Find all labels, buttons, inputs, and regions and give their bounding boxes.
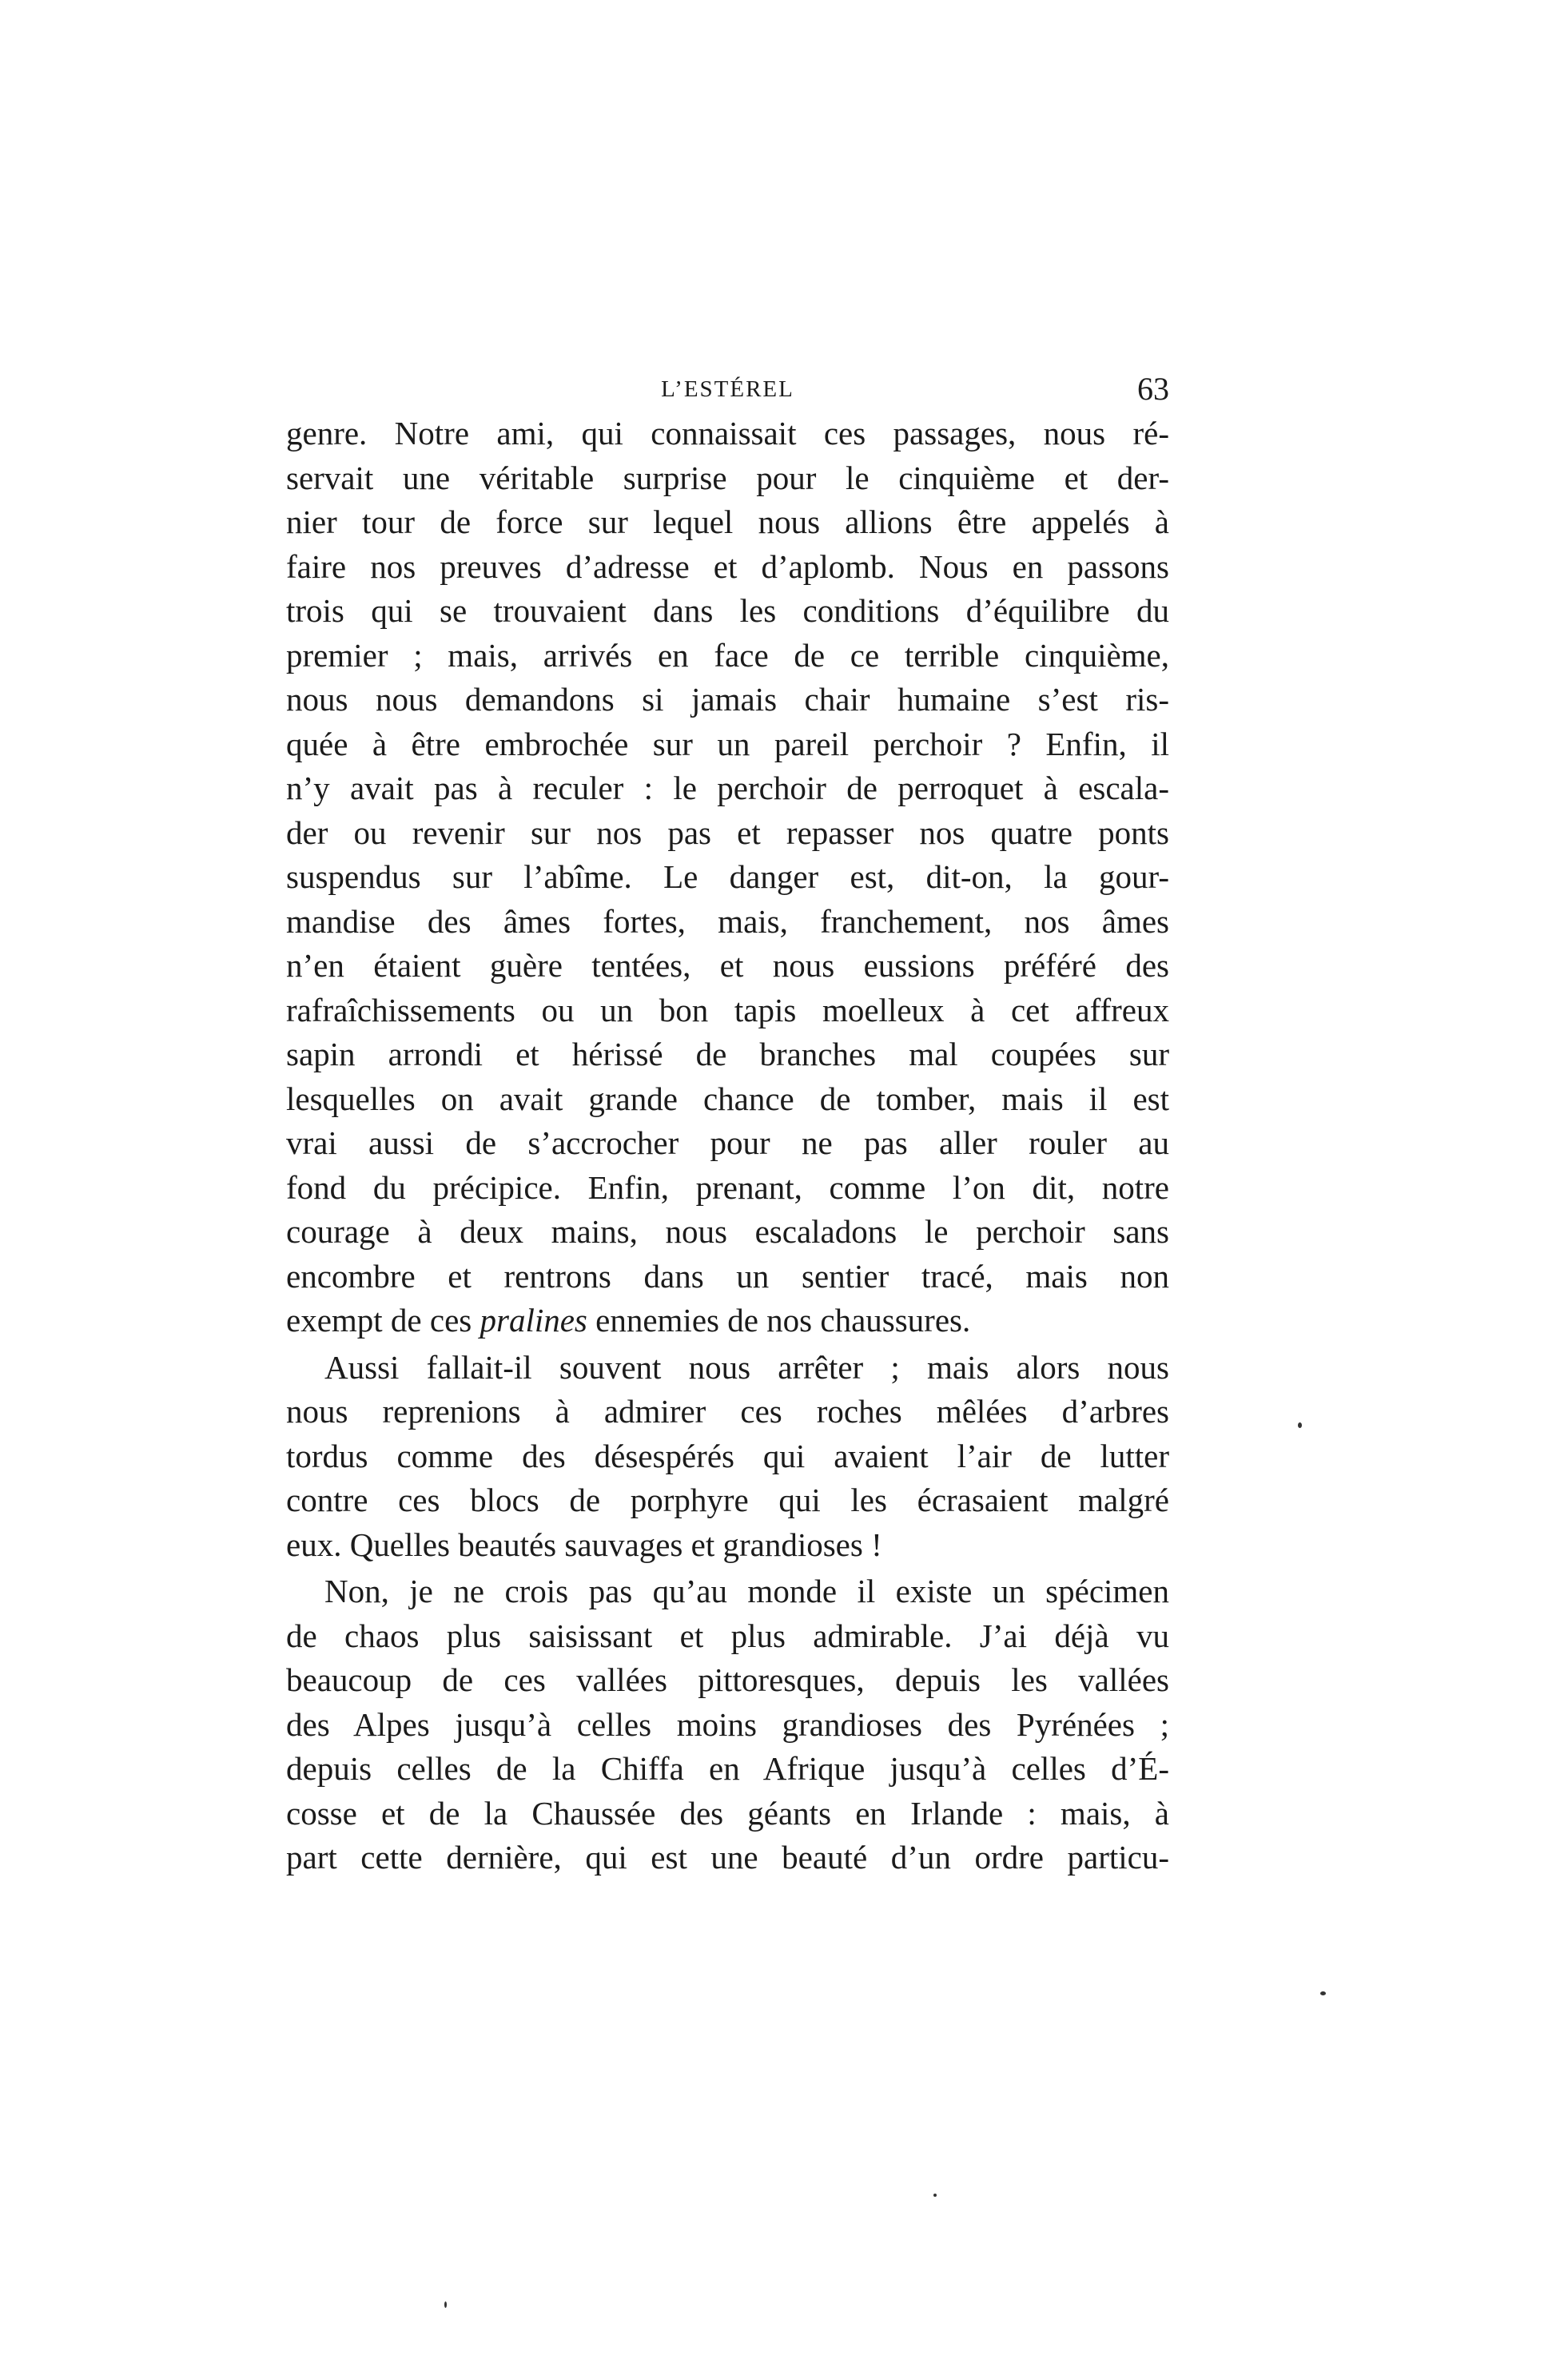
text-line: suspendus sur l’abîme. Le danger est, dit-on, la gour- — [286, 858, 1169, 895]
italic-word: pralines — [480, 1302, 587, 1339]
text-line: part cette dernière, qui est une beauté d’un ordre particu- — [286, 1839, 1169, 1876]
text-line: nous nous demandons si jamais chair humaine s’est ris- — [286, 681, 1169, 718]
text-line-with-italic — [286, 1299, 1169, 1343]
paper-speck — [933, 2194, 937, 2197]
paragraph-3 — [286, 1569, 1169, 1880]
text-line: beaucoup de ces vallées pittoresques, depuis les vallées — [286, 1661, 1169, 1698]
text-line: der ou revenir sur nos pas et repasser nos quatre ponts — [286, 814, 1169, 851]
text-line: lesquelles on avait grande chance de tomber, mais il est — [286, 1080, 1169, 1117]
text-line: des Alpes jusqu’à celles moins grandioses des Pyrénées ; — [286, 1705, 1169, 1743]
text-line: encombre et rentrons dans un sentier tracé, mais non — [286, 1257, 1169, 1295]
paper-speck — [444, 2301, 447, 2308]
text-line: quée à être embrochée sur un pareil perchoir ? Enfin, il — [286, 725, 1169, 762]
text-line: premier ; mais, arrivés en face de ce terrible cinquième, — [286, 636, 1169, 674]
text-line: sapin arrondi et hérissé de branches mal coupées sur — [286, 1036, 1169, 1072]
text-line: rafraîchissements ou un bon tapis moelleux à cet affreux — [286, 991, 1169, 1028]
text-line: fond du précipice. Enfin, prenant, comme l’on dit, notre — [286, 1168, 1169, 1206]
text-line: eux. Quelles beautés sauvages et grandioses ! — [286, 1526, 882, 1563]
text-run: ennemies de nos chaussures. — [587, 1302, 971, 1339]
text-line: tordus comme des désespérés qui avaient l’air de lutter — [286, 1437, 1169, 1474]
text-line: nier tour de force sur lequel nous allions être appelés à — [286, 503, 1169, 540]
text-line: cosse et de la Chaussée des géants en Irlande : mais, à — [286, 1794, 1169, 1832]
text-line: genre. Notre ami, qui connaissait ces passages, nous ré- — [286, 415, 1169, 452]
text-line: Non, je ne crois pas qu’au monde il existe un spécimen — [324, 1573, 1169, 1609]
paper-speck — [1320, 1991, 1326, 1995]
paper-speck — [1298, 1422, 1302, 1428]
running-head — [286, 369, 1169, 409]
text-line: depuis celles de la Chiffa en Afrique jusqu’à celles d’É- — [286, 1750, 1169, 1787]
running-title: L’ESTÉREL — [661, 376, 794, 402]
text-line: servait une véritable surprise pour le cinquième et der- — [286, 459, 1169, 496]
page-number: 63 — [1137, 371, 1169, 407]
text-line: de chaos plus saisissant et plus admirable. J’ai déjà vu — [286, 1617, 1169, 1654]
paragraph-1 — [286, 412, 1169, 1343]
text-run: exempt de ces — [286, 1302, 480, 1339]
text-line: faire nos preuves d’adresse et d’aplomb. Nous en passons — [286, 547, 1169, 585]
text-line: n’y avait pas à reculer : le perchoir de perroquet à escala- — [286, 770, 1169, 806]
text-line: mandise des âmes fortes, mais, franchement, nos âmes — [286, 902, 1169, 940]
body-text — [286, 412, 1169, 1880]
text-line: nous reprenions à admirer ces roches mêlées d’arbres — [286, 1393, 1169, 1430]
text-line: Aussi fallait-il souvent nous arrêter ; mais alors nous — [324, 1348, 1169, 1386]
text-line: contre ces blocs de porphyre qui les écrasaient malgré — [286, 1482, 1169, 1518]
text-line: n’en étaient guère tentées, et nous eussions préféré des — [286, 947, 1169, 984]
paragraph-2 — [286, 1346, 1169, 1568]
text-line: courage à deux mains, nous escaladons le perchoir sans — [286, 1213, 1169, 1250]
text-line: trois qui se trouvaient dans les conditions d’équilibre du — [286, 592, 1169, 629]
text-line: vrai aussi de s’accrocher pour ne pas aller rouler au — [286, 1124, 1169, 1161]
